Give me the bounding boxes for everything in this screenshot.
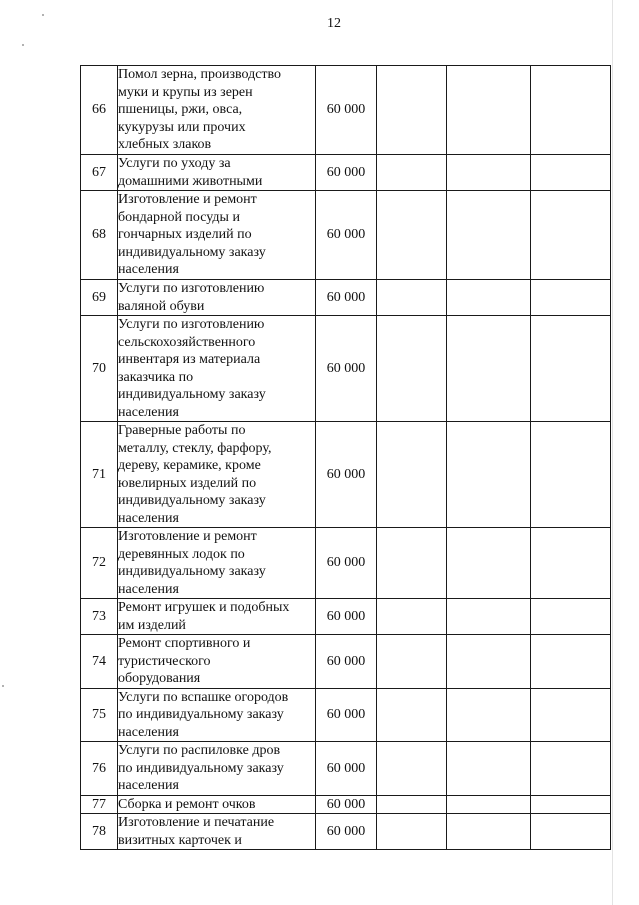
service-name-line: деревянных лодок по [118, 546, 245, 562]
service-name-line: Услуги по распиловке дров [118, 743, 281, 758]
service-name-line: Услуги по изготовлению [118, 317, 265, 332]
service-name-line: индивидуальному заказу [118, 564, 266, 579]
table-row [81, 280, 611, 316]
row-number: 75 [81, 688, 118, 742]
row-number: 69 [81, 280, 118, 316]
service-name [118, 688, 316, 742]
table-row [81, 742, 611, 796]
service-name-line: по индивидуальному заказу [118, 760, 284, 776]
service-name [118, 599, 316, 635]
empty-cell [447, 66, 531, 155]
service-name-line: Ремонт игрушек и подобных [118, 600, 290, 615]
empty-cell [377, 155, 447, 191]
service-name-line: Сборка и ремонт очков [118, 796, 256, 812]
empty-cell [531, 422, 611, 528]
empty-cell [377, 688, 447, 742]
service-name-line: заказчика по [118, 369, 194, 385]
service-name [118, 66, 316, 155]
empty-cell [447, 280, 531, 316]
amount-value: 60 000 [316, 528, 377, 599]
service-name [118, 316, 316, 422]
table-row [81, 814, 611, 850]
service-name-line: сельскохозяйственного [118, 334, 256, 350]
empty-cell [531, 599, 611, 635]
scan-speck [42, 14, 44, 16]
service-name-line: хлебных злаков [118, 137, 212, 153]
service-name-line: Изготовление и печатание [118, 815, 275, 830]
service-name-line: металлу, стеклу, фарфору, [118, 440, 272, 456]
amount-value: 60 000 [316, 742, 377, 796]
table-row [81, 155, 611, 191]
empty-cell [447, 191, 531, 280]
empty-cell [531, 528, 611, 599]
empty-cell [377, 814, 447, 850]
table-row [81, 795, 611, 814]
row-number: 71 [81, 422, 118, 528]
empty-cell [447, 688, 531, 742]
table-row [81, 599, 611, 635]
service-name-line: им изделий [118, 617, 186, 633]
service-name-line: населения [118, 404, 179, 420]
service-name-line: населения [118, 262, 179, 278]
services-table [80, 65, 611, 850]
empty-cell [531, 795, 611, 814]
service-name [118, 635, 316, 689]
empty-cell [447, 155, 531, 191]
service-name-line: Услуги по вспашке огородов [118, 689, 289, 705]
row-number: 73 [81, 599, 118, 635]
service-name-line: Граверные работы по [118, 423, 246, 438]
empty-cell [531, 814, 611, 850]
row-number: 78 [81, 814, 118, 850]
row-number: 70 [81, 316, 118, 422]
service-name-line: индивидуальному заказу [118, 244, 266, 260]
service-name [118, 280, 316, 316]
table-row [81, 422, 611, 528]
service-name [118, 155, 316, 191]
empty-cell [377, 795, 447, 814]
service-name-line: гончарных изделий по [118, 227, 252, 243]
table-row [81, 528, 611, 599]
table-row [81, 191, 611, 280]
row-number: 76 [81, 742, 118, 796]
table-row [81, 688, 611, 742]
service-name-line: туристического [118, 653, 211, 669]
amount-value: 60 000 [316, 191, 377, 280]
service-name-line: кукурузы или прочих [118, 119, 246, 135]
empty-cell [377, 316, 447, 422]
row-number: 68 [81, 191, 118, 280]
service-name-line: населения [118, 724, 179, 740]
service-name-line: населения [118, 510, 179, 526]
empty-cell [377, 742, 447, 796]
amount-value: 60 000 [316, 155, 377, 191]
amount-value: 60 000 [316, 635, 377, 689]
empty-cell [447, 528, 531, 599]
service-name-line: населения [118, 581, 179, 597]
empty-cell [377, 191, 447, 280]
service-name-line: индивидуальному заказу [118, 387, 266, 402]
row-number: 66 [81, 66, 118, 155]
service-name-line: оборудования [118, 671, 201, 686]
service-name-line: дереву, керамике, кроме [118, 458, 261, 473]
service-name-line: по индивидуальному заказу [118, 707, 284, 722]
empty-cell [531, 742, 611, 796]
service-name [118, 814, 316, 850]
scan-speck [2, 685, 4, 687]
empty-cell [531, 155, 611, 191]
service-name [118, 422, 316, 528]
empty-cell [447, 422, 531, 528]
amount-value: 60 000 [316, 422, 377, 528]
amount-value: 60 000 [316, 316, 377, 422]
service-name [118, 742, 316, 796]
empty-cell [447, 635, 531, 689]
empty-cell [531, 191, 611, 280]
empty-cell [377, 599, 447, 635]
service-name-line: пшеницы, ржи, овса, [118, 102, 243, 118]
page-number: 12 [327, 16, 341, 31]
service-name-line: Услуги по уходу за [118, 156, 231, 171]
service-name-line: инвентаря из материала [118, 352, 261, 367]
empty-cell [377, 280, 447, 316]
empty-cell [531, 635, 611, 689]
empty-cell [531, 66, 611, 155]
row-number: 67 [81, 155, 118, 191]
service-name [118, 191, 316, 280]
amount-value: 60 000 [316, 66, 377, 155]
empty-cell [531, 316, 611, 422]
service-name-line: Изготовление и ремонт [118, 192, 257, 208]
table-row [81, 635, 611, 689]
scan-edge-line [612, 0, 613, 905]
empty-cell [531, 280, 611, 316]
empty-cell [377, 66, 447, 155]
row-number: 72 [81, 528, 118, 599]
service-name-line: индивидуальному заказу [118, 493, 266, 508]
service-name-line: муки и крупы из зерен [118, 84, 253, 100]
amount-value: 60 000 [316, 280, 377, 316]
service-name-line: Ремонт спортивного и [118, 636, 251, 651]
service-name [118, 795, 316, 814]
service-name-line: домашними животными [118, 173, 263, 189]
empty-cell [377, 528, 447, 599]
amount-value: 60 000 [316, 795, 377, 814]
service-name-line: Изготовление и ремонт [118, 529, 257, 544]
empty-cell [377, 635, 447, 689]
amount-value: 60 000 [316, 688, 377, 742]
scan-speck [22, 44, 24, 46]
service-name [118, 528, 316, 599]
service-name-line: валяной обуви [118, 298, 205, 314]
empty-cell [447, 814, 531, 850]
row-number: 74 [81, 635, 118, 689]
amount-value: 60 000 [316, 599, 377, 635]
row-number: 77 [81, 795, 118, 814]
service-name-line: Помол зерна, производство [118, 67, 282, 83]
empty-cell [447, 599, 531, 635]
service-name-line: населения [118, 778, 179, 793]
service-name-line: визитных карточек и [118, 832, 242, 848]
table-row [81, 66, 611, 155]
service-name-line: Услуги по изготовлению [118, 281, 265, 296]
empty-cell [377, 422, 447, 528]
empty-cell [531, 688, 611, 742]
empty-cell [447, 795, 531, 814]
service-name-line: ювелирных изделий по [118, 475, 257, 491]
service-name-line: бондарной посуды и [118, 209, 240, 225]
empty-cell [447, 316, 531, 422]
empty-cell [447, 742, 531, 796]
amount-value: 60 000 [316, 814, 377, 850]
table-row [81, 316, 611, 422]
